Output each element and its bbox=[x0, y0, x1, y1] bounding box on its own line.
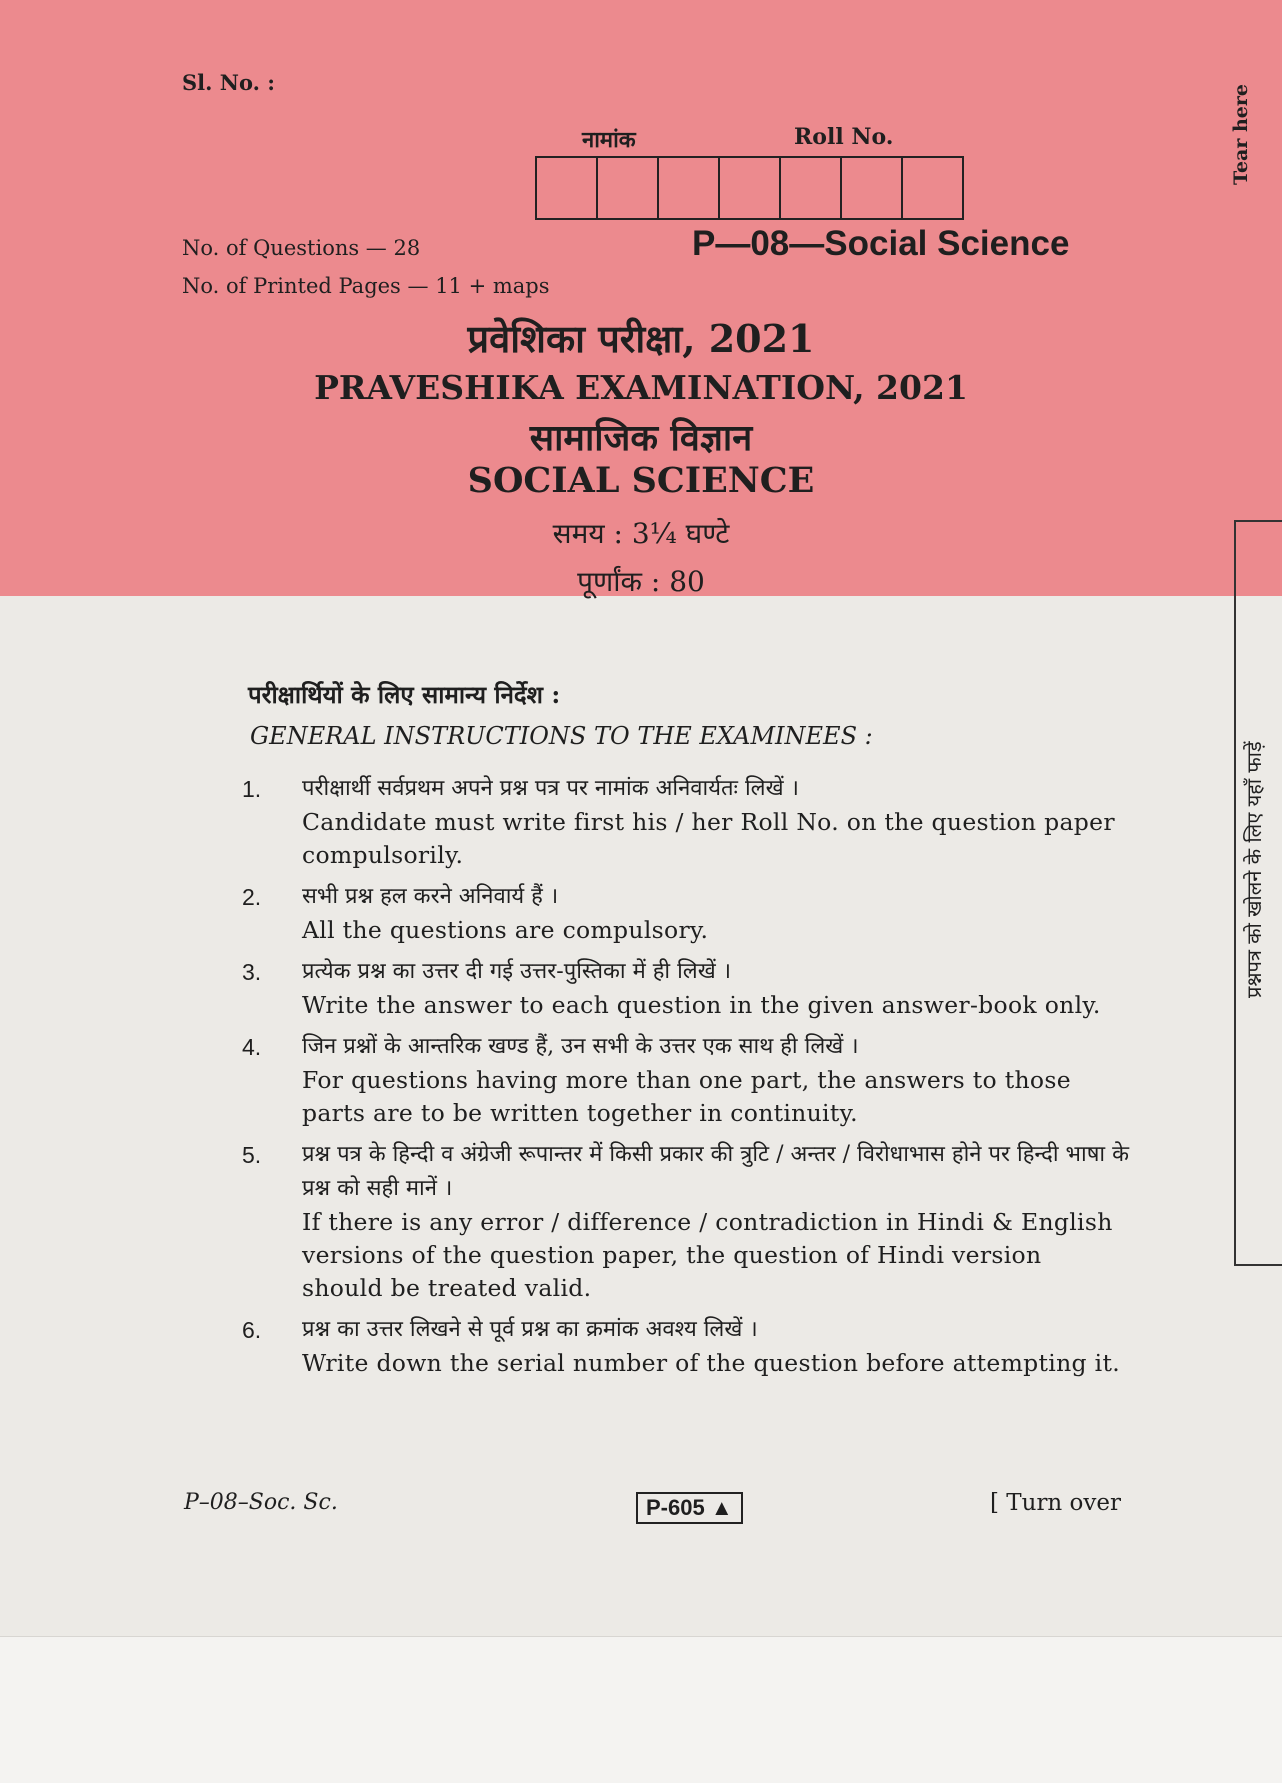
instruction-text-english: All the questions are compulsory. bbox=[302, 916, 709, 944]
instruction-text-hindi: प्रश्न पत्र के हिन्दी व अंग्रेजी रूपान्तर में किसी प्रकार की त्रुटि / अन्तर / विरोधाभास होने पर हिन्दी भाषा के प्रश्न को सही मानें । bbox=[302, 1142, 1130, 1201]
instruction-number: 1. bbox=[242, 776, 262, 802]
instruction-text-english: Write the answer to each question in the given answer-book only. bbox=[302, 991, 1101, 1019]
instruction-item bbox=[240, 1313, 1130, 1380]
instruction-text-hindi: प्रत्येक प्रश्न का उत्तर दी गई उत्तर-पुस्तिका में ही लिखें । bbox=[302, 959, 732, 984]
subject-hindi: सामाजिक विज्ञान bbox=[529, 417, 753, 459]
roll-digit-box[interactable] bbox=[781, 158, 842, 218]
roll-digit-box[interactable] bbox=[537, 158, 598, 218]
serial-number-label: Sl. No. : bbox=[182, 70, 275, 95]
instruction-text-hindi: सभी प्रश्न हल करने अनिवार्य हैं । bbox=[302, 884, 559, 909]
number-of-questions: No. of Questions — 28 bbox=[182, 236, 421, 260]
instruction-item bbox=[240, 772, 1130, 872]
instruction-number: 2. bbox=[242, 884, 262, 910]
bottom-sheet bbox=[0, 1636, 1282, 1783]
max-marks: पूर्णांक : 80 bbox=[577, 565, 705, 598]
footer-paper-code: P–08–Soc. Sc. bbox=[184, 1490, 338, 1515]
instruction-text-hindi: परीक्षार्थी सर्वप्रथम अपने प्रश्न पत्र पर नामांक अनिवार्यतः लिखें । bbox=[302, 776, 799, 801]
roll-digit-box[interactable] bbox=[659, 158, 720, 218]
exam-title-hindi: प्रवेशिका परीक्षा, 2021 bbox=[467, 316, 815, 361]
instruction-item bbox=[240, 880, 1130, 947]
roll-digit-box[interactable] bbox=[720, 158, 781, 218]
instructions-list bbox=[240, 772, 1130, 1388]
instructions-heading-hindi: परीक्षार्थियों के लिए सामान्य निर्देश : bbox=[248, 680, 561, 709]
roll-number-label: Roll No. bbox=[794, 124, 894, 150]
instruction-text-hindi: जिन प्रश्नों के आन्तरिक खण्ड हैं, उन सभी के उत्तर एक साथ ही लिखें । bbox=[302, 1034, 859, 1059]
exam-title-english: PRAVESHIKA EXAMINATION, 2021 bbox=[314, 368, 968, 407]
exam-time: समय : 3¼ घण्टे bbox=[552, 517, 730, 550]
instruction-number: 3. bbox=[242, 959, 262, 985]
roll-digit-box[interactable] bbox=[903, 158, 962, 218]
roll-digit-box[interactable] bbox=[598, 158, 659, 218]
instruction-item bbox=[240, 1138, 1130, 1305]
tear-here-label[interactable]: Tear here bbox=[1230, 84, 1252, 186]
roll-digit-box[interactable] bbox=[842, 158, 903, 218]
instruction-item bbox=[240, 955, 1130, 1022]
instruction-number: 5. bbox=[242, 1142, 262, 1168]
turn-over-note: [ Turn over bbox=[990, 1490, 1122, 1516]
instruction-item bbox=[240, 1030, 1130, 1130]
number-of-pages: No. of Printed Pages — 11 + maps bbox=[182, 274, 550, 298]
instructions-heading-english: GENERAL INSTRUCTIONS TO THE EXAMINEES : bbox=[250, 722, 873, 750]
roll-number-boxes[interactable] bbox=[535, 156, 964, 220]
paper-code: P—08—Social Science bbox=[692, 224, 1070, 263]
namank-label: नामांक bbox=[582, 127, 636, 153]
subject-english: SOCIAL SCIENCE bbox=[467, 460, 815, 501]
tear-open-note: प्रश्नपत्र को खोलने के लिए यहाँ फाड़ें bbox=[1242, 741, 1266, 999]
footer-set-code: P-605 ▲ bbox=[636, 1492, 743, 1524]
instruction-text-hindi: प्रश्न का उत्तर लिखने से पूर्व प्रश्न का क्रमांक अवश्य लिखें । bbox=[302, 1317, 758, 1342]
instruction-text-english: For questions having more than one part, the answers to those parts are to be written together in continuity. bbox=[302, 1066, 1071, 1127]
instruction-text-english: Candidate must write first his / her Roll No. on the question paper compulsorily. bbox=[302, 808, 1115, 869]
instruction-number: 6. bbox=[242, 1317, 262, 1343]
instruction-number: 4. bbox=[242, 1034, 262, 1060]
instruction-text-english: If there is any error / difference / contradiction in Hindi & English versions of the question paper, the question of Hindi version should be treated valid. bbox=[302, 1208, 1113, 1302]
instruction-text-english: Write down the serial number of the question before attempting it. bbox=[302, 1349, 1120, 1377]
